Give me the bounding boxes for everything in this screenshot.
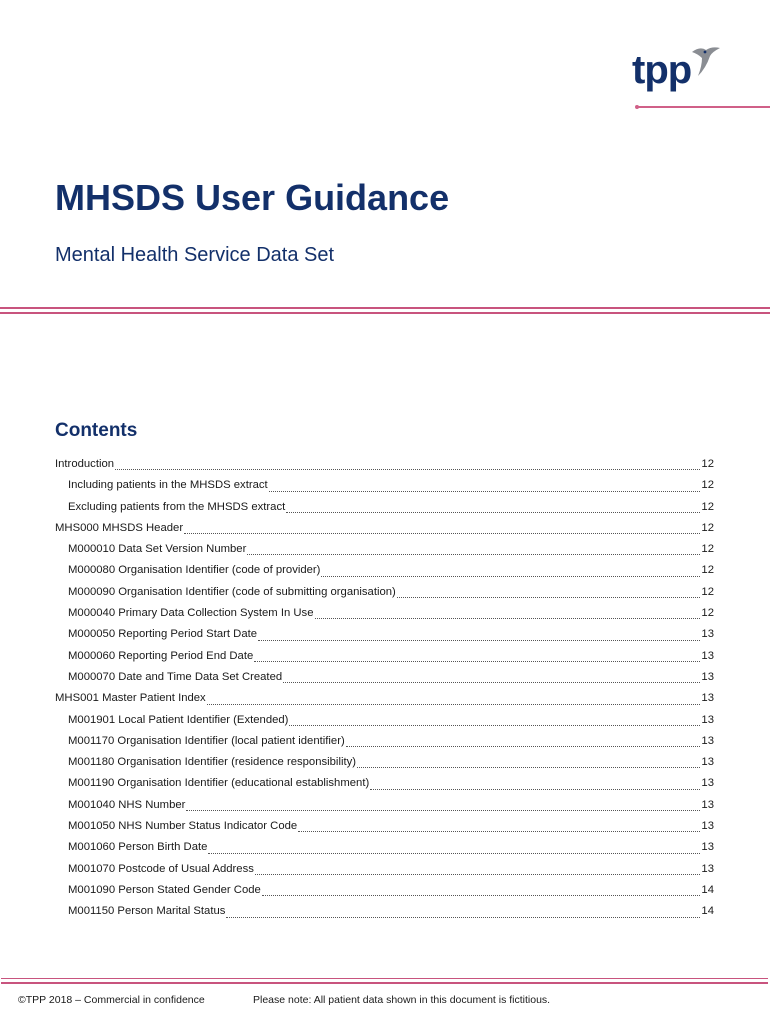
toc-leader-dots — [286, 511, 700, 513]
header-rule — [637, 106, 689, 108]
toc-leader-dots — [269, 490, 701, 492]
toc-leader-dots — [289, 724, 700, 726]
toc-leader-dots — [315, 617, 701, 619]
divider-line — [0, 312, 770, 314]
toc-page-number: 13 — [701, 777, 714, 790]
footer-divider — [1, 978, 768, 979]
logo-wordmark: tpp — [632, 48, 692, 92]
toc-leader-dots — [262, 894, 701, 896]
toc-entry-label: Excluding patients from the MHSDS extract — [68, 500, 286, 513]
toc-page-number: 13 — [701, 820, 714, 833]
toc-page-number: 13 — [701, 798, 714, 811]
toc-entry[interactable] — [55, 731, 714, 752]
toc-page-number: 14 — [701, 905, 714, 918]
toc-leader-dots — [397, 596, 701, 598]
footer-copyright: ©TPP 2018 – Commercial in confidence — [18, 994, 205, 1006]
tpp-logo — [632, 44, 722, 96]
toc-entry-label: M001040 NHS Number — [68, 798, 186, 811]
toc-leader-dots — [115, 468, 700, 470]
toc-leader-dots — [254, 660, 700, 662]
toc-leader-dots — [357, 766, 700, 768]
toc-entry[interactable] — [55, 688, 714, 709]
toc-entry-label: M000080 Organisation Identifier (code of provider) — [68, 564, 321, 577]
toc-entry[interactable] — [55, 880, 714, 901]
header-rule-right — [688, 106, 770, 108]
toc-entry[interactable] — [55, 454, 714, 475]
toc-entry[interactable] — [55, 837, 714, 858]
toc-entry[interactable] — [55, 582, 714, 603]
divider-line — [0, 307, 770, 309]
toc-leader-dots — [298, 830, 700, 832]
toc-page-number: 12 — [701, 521, 714, 534]
toc-leader-dots — [186, 809, 700, 811]
toc-entry[interactable] — [55, 539, 714, 560]
toc-page-number: 13 — [701, 841, 714, 854]
toc-entry[interactable] — [55, 518, 714, 539]
toc-page-number: 13 — [701, 670, 714, 683]
toc-entry-label: MHS000 MHSDS Header — [55, 521, 184, 534]
toc-entry-label: M001180 Organisation Identifier (residence responsibility) — [68, 756, 357, 769]
document-title: MHSDS User Guidance — [55, 177, 450, 218]
toc-leader-dots — [258, 639, 700, 641]
toc-leader-dots — [226, 916, 700, 918]
toc-leader-dots — [184, 532, 700, 534]
toc-page-number: 13 — [701, 713, 714, 726]
toc-entry[interactable] — [55, 497, 714, 518]
toc-entry-label: M000040 Primary Data Collection System In Use — [68, 607, 314, 620]
toc-page-number: 13 — [701, 756, 714, 769]
toc-page-number: 13 — [701, 862, 714, 875]
toc-entry-label: M000090 Organisation Identifier (code of submitting organisation) — [68, 585, 396, 598]
document-subtitle: Mental Health Service Data Set — [55, 244, 335, 266]
toc-entry[interactable] — [55, 859, 714, 880]
toc-entry[interactable] — [55, 646, 714, 667]
toc-entry-label: M000010 Data Set Version Number — [68, 543, 247, 556]
toc-leader-dots — [370, 788, 700, 790]
toc-page-number: 12 — [701, 458, 714, 470]
toc-page-number: 12 — [701, 607, 714, 620]
toc-page-number: 12 — [701, 543, 714, 556]
toc-entry[interactable] — [55, 560, 714, 581]
toc-entry-label: M001090 Person Stated Gender Code — [68, 883, 261, 896]
contents-heading: Contents — [55, 420, 138, 441]
toc-leader-dots — [207, 703, 701, 705]
toc-entry-label: M001170 Organisation Identifier (local patient identifier) — [68, 734, 345, 747]
toc-leader-dots — [283, 681, 700, 683]
toc-leader-dots — [321, 575, 700, 577]
table-of-contents — [55, 454, 714, 923]
toc-entry[interactable] — [55, 901, 714, 922]
toc-entry-label: M000070 Date and Time Data Set Created — [68, 670, 283, 683]
toc-page-number: 12 — [701, 500, 714, 513]
toc-entry-label: M001150 Person Marital Status — [68, 905, 226, 918]
toc-page-number: 12 — [701, 564, 714, 577]
footer-divider — [1, 982, 768, 984]
toc-entry-label: M001070 Postcode of Usual Address — [68, 862, 254, 875]
toc-page-number: 13 — [701, 692, 714, 705]
toc-page-number: 12 — [701, 479, 714, 492]
toc-page-number: 13 — [701, 734, 714, 747]
toc-entry[interactable] — [55, 795, 714, 816]
footer-note: Please note: All patient data shown in this document is fictitious. — [253, 994, 551, 1006]
toc-leader-dots — [208, 852, 700, 854]
toc-entry[interactable] — [55, 752, 714, 773]
toc-entry-label: MHS001 Master Patient Index — [55, 692, 206, 705]
toc-entry[interactable] — [55, 624, 714, 645]
toc-entry-label: M001050 NHS Number Status Indicator Code — [68, 820, 298, 833]
toc-page-number: 14 — [701, 883, 714, 896]
toc-entry-label: M001060 Person Birth Date — [68, 841, 208, 854]
toc-entry-label: M000060 Reporting Period End Date — [68, 649, 254, 662]
toc-entry[interactable] — [55, 603, 714, 624]
toc-entry-label: Including patients in the MHSDS extract — [68, 479, 268, 492]
toc-entry-label: M000050 Reporting Period Start Date — [68, 628, 258, 641]
toc-entry-label: M001901 Local Patient Identifier (Extended) — [68, 713, 289, 726]
toc-entry[interactable] — [55, 816, 714, 837]
toc-entry-label: M001190 Organisation Identifier (educational establishment) — [68, 777, 370, 790]
toc-leader-dots — [346, 745, 701, 747]
toc-entry[interactable] — [55, 710, 714, 731]
toc-entry[interactable] — [55, 475, 714, 496]
toc-leader-dots — [247, 553, 700, 555]
bird-icon — [690, 44, 722, 78]
toc-page-number: 13 — [701, 628, 714, 641]
toc-entry[interactable] — [55, 667, 714, 688]
toc-page-number: 12 — [701, 585, 714, 598]
toc-entry[interactable] — [55, 773, 714, 794]
toc-entry-label: Introduction — [55, 458, 115, 470]
toc-page-number: 13 — [701, 649, 714, 662]
toc-leader-dots — [255, 873, 701, 875]
